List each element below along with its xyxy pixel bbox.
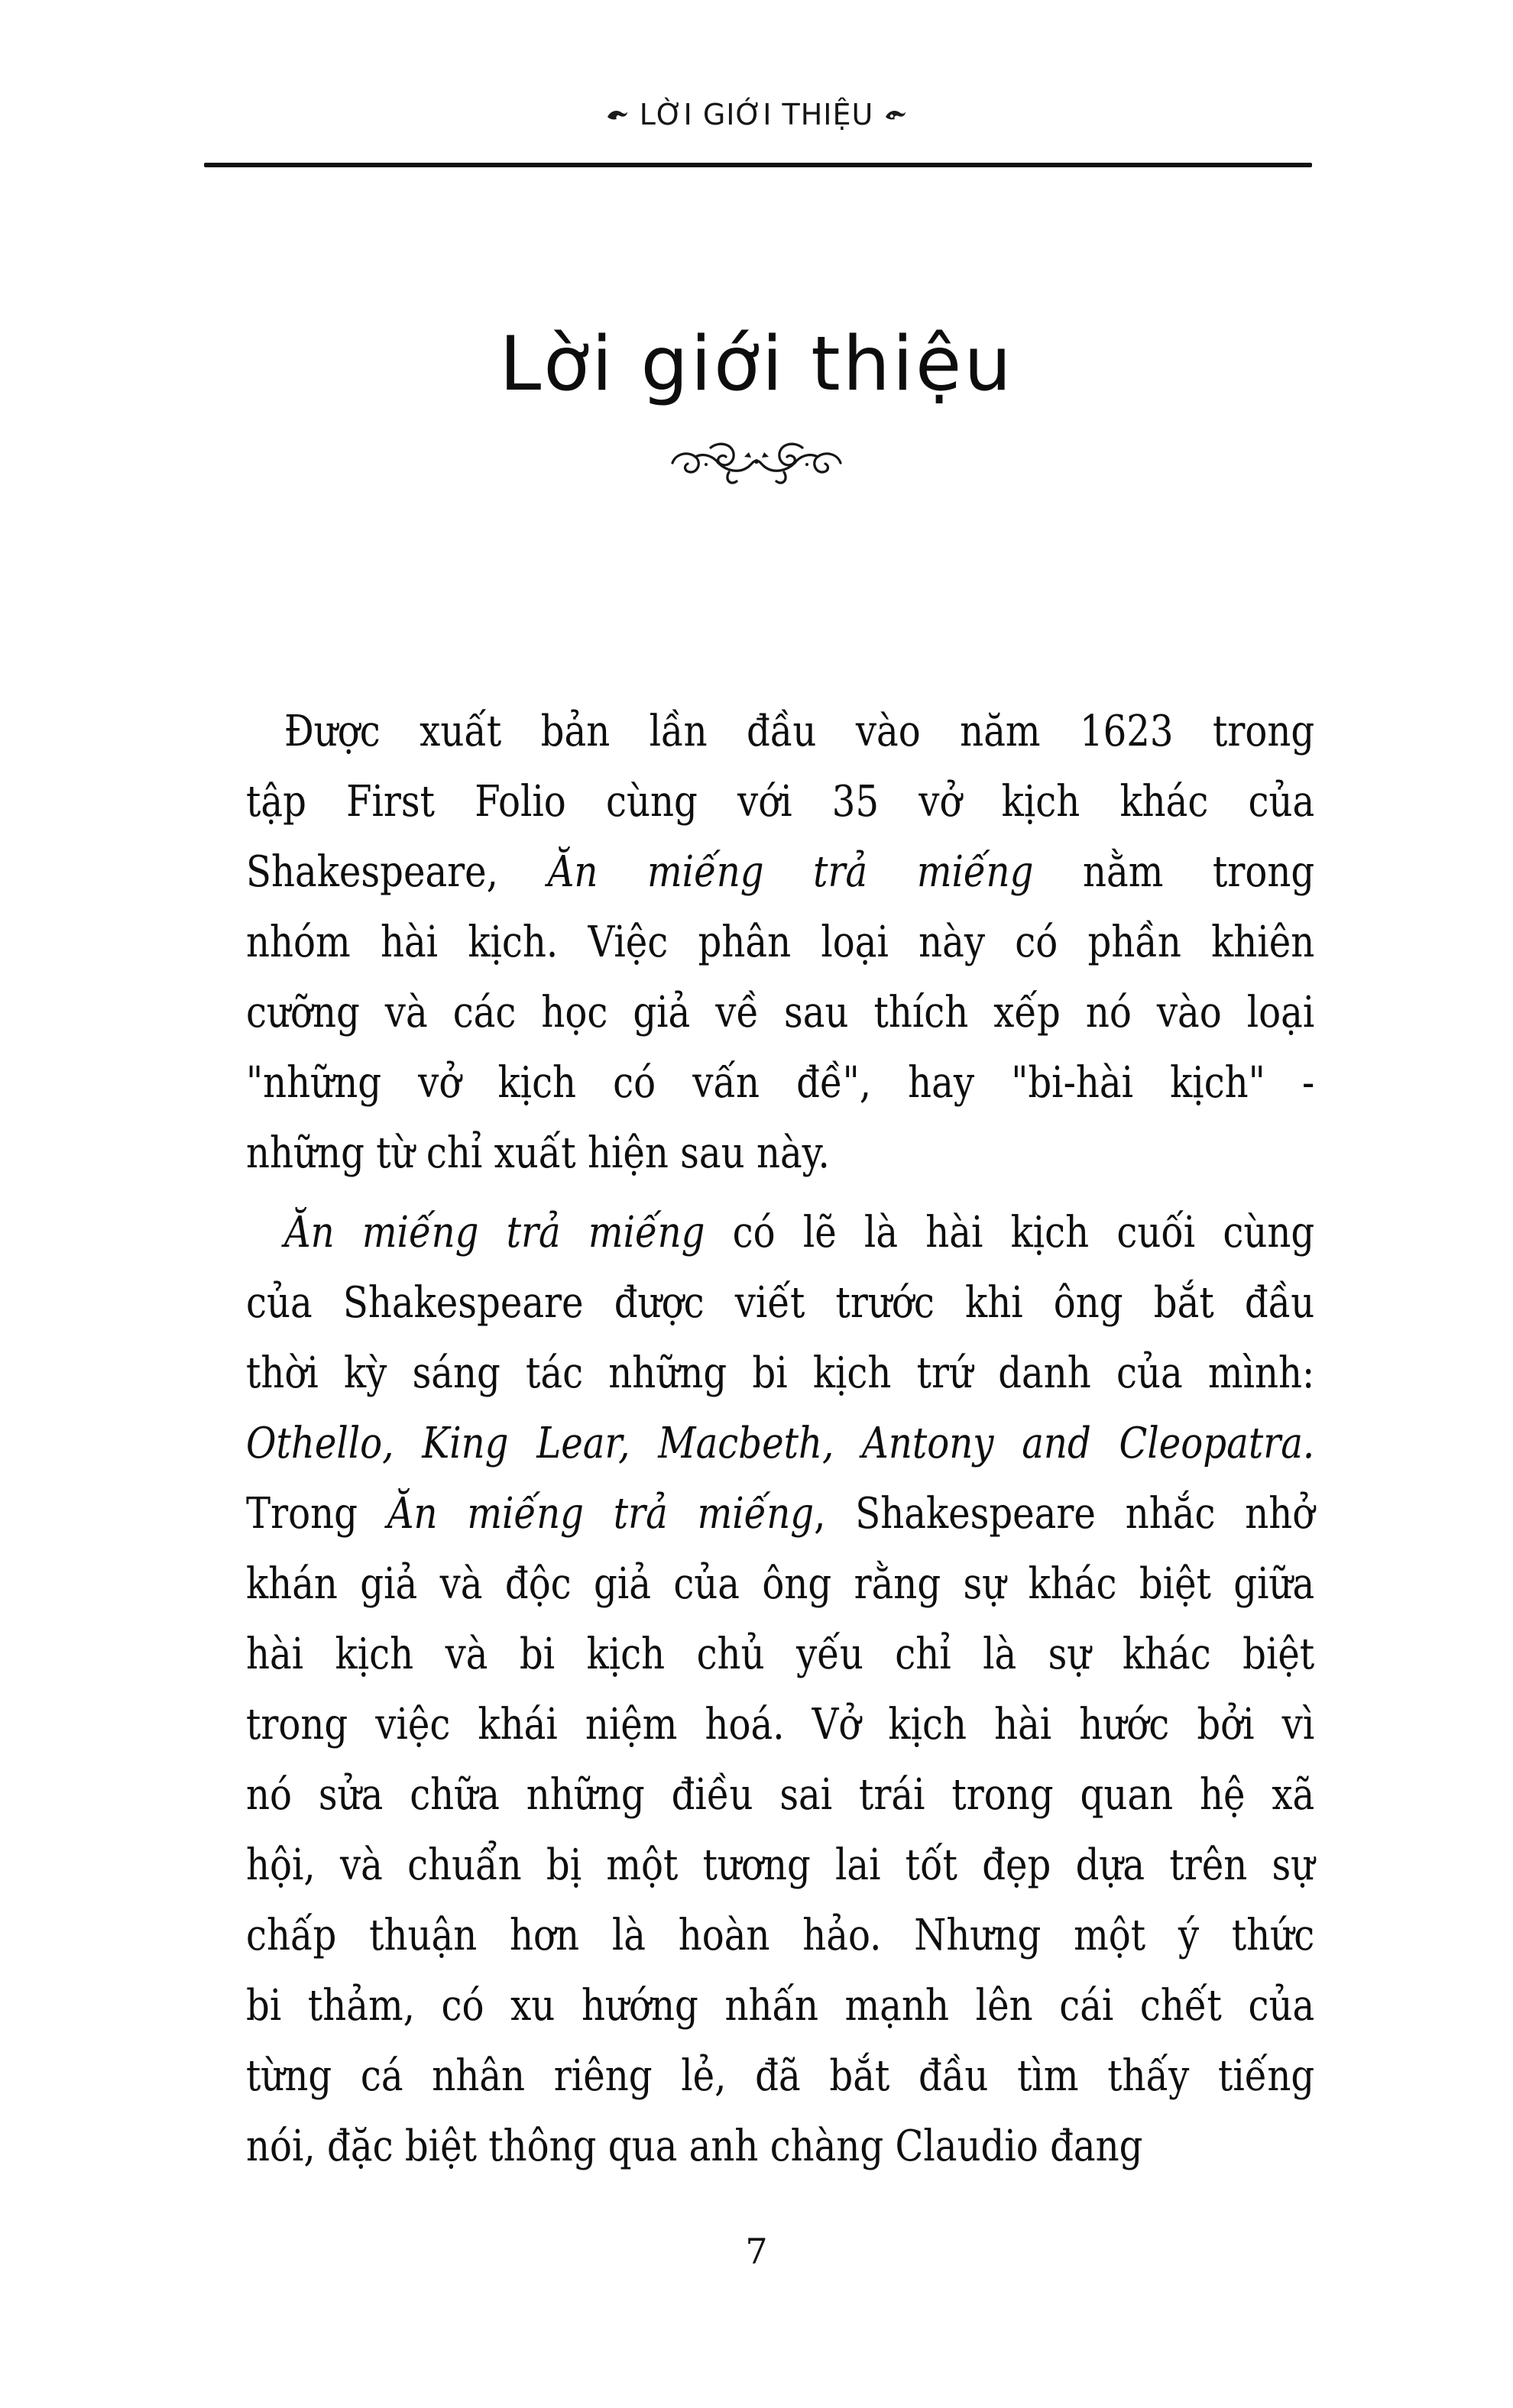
- running-head: [0, 98, 1513, 131]
- text-line: [246, 1760, 1314, 1830]
- page-number: 7: [745, 2231, 768, 2272]
- text-segment: nhóm hài kịch. Việc phân loại này có phần khiên: [246, 918, 1315, 967]
- text-segment: Trong: [246, 1489, 387, 1539]
- text-line: [246, 908, 1314, 978]
- text-segment: nói, đặc biệt thông qua anh chàng Claudio đang: [246, 2122, 1143, 2171]
- text-line: [246, 1118, 1314, 1189]
- text-segment: nằm trong: [1033, 847, 1315, 897]
- text-line: [246, 697, 1314, 767]
- paragraph: [246, 1198, 1314, 2182]
- text-segment: nó sửa chữa những điều sai trái trong quan hệ xã: [246, 1770, 1315, 1820]
- text-line: [246, 1549, 1314, 1620]
- italic-title-text: Othello, King Lear, Macbeth, Antony and Cleopatra.: [246, 1419, 1315, 1468]
- text-line: [246, 1901, 1314, 1971]
- text-segment: hội, và chuẩn bị một tương lai tốt đẹp dựa trên sự: [246, 1840, 1315, 1890]
- italic-title-text: Ăn miếng trả miếng: [387, 1489, 815, 1539]
- chapter-title: Lời giới thiệu: [499, 321, 1014, 408]
- text-segment: khán giả và độc giả của ông rằng sự khác biệt giữa: [246, 1559, 1315, 1609]
- text-segment: , Shakespeare nhắc nhở: [814, 1489, 1315, 1539]
- text-line: [246, 978, 1314, 1048]
- text-line: [246, 1338, 1314, 1409]
- text-segment: của Shakespeare được viết trước khi ông bắt đầu: [246, 1278, 1315, 1328]
- text-segment: Được xuất bản lần đầu vào năm 1623 trong: [283, 707, 1315, 756]
- text-segment: "những vở kịch có vấn đề", hay "bi-hài kịch" -: [246, 1058, 1315, 1108]
- text-line: [246, 1971, 1314, 2041]
- italic-title-text: Ăn miếng trả miếng: [283, 1208, 705, 1257]
- text-line: [246, 1620, 1314, 1690]
- fleuron-icon: [606, 108, 629, 121]
- text-line: [246, 1048, 1314, 1118]
- fleuron-icon: [884, 108, 907, 121]
- text-segment: hài kịch và bi kịch chủ yếu chỉ là sự khác biệt: [246, 1630, 1315, 1679]
- text-segment: thời kỳ sáng tác những bi kịch trứ danh của mình:: [246, 1348, 1315, 1398]
- italic-title-text: Ăn miếng trả miếng: [547, 847, 1034, 897]
- text-segment: những từ chỉ xuất hiện sau này.: [246, 1128, 830, 1178]
- text-segment: có lẽ là hài kịch cuối cùng: [705, 1208, 1315, 1257]
- text-segment: trong việc khái niệm hoá. Vở kịch hài hước bởi vì: [246, 1700, 1315, 1749]
- scroll-flourish-icon: [665, 437, 848, 487]
- text-line: [246, 1198, 1314, 1268]
- text-segment: từng cá nhân riêng lẻ, đã bắt đầu tìm thấy tiếng: [246, 2051, 1315, 2101]
- running-head-label: LỜI GIỚI THIỆU: [639, 98, 874, 131]
- text-line: [246, 1479, 1314, 1549]
- body-text: [246, 697, 1314, 2182]
- header-rule-divider: [204, 163, 1312, 167]
- text-segment: cưỡng và các học giả về sau thích xếp nó vào loại: [246, 988, 1315, 1037]
- text-segment: Shakespeare,: [246, 847, 548, 897]
- text-line: [246, 1268, 1314, 1338]
- text-line: [246, 2112, 1314, 2182]
- text-line: [246, 767, 1314, 837]
- text-segment: chấp thuận hơn là hoàn hảo. Nhưng một ý thức: [246, 1911, 1315, 1960]
- paragraph: [246, 697, 1314, 1189]
- text-line: [246, 2041, 1314, 2112]
- text-line: [246, 1690, 1314, 1760]
- text-segment: bi thảm, có xu hướng nhấn mạnh lên cái chết của: [246, 1981, 1315, 2031]
- text-line: [246, 837, 1314, 908]
- text-segment: tập First Folio cùng với 35 vở kịch khác của: [246, 777, 1315, 827]
- text-line: [246, 1830, 1314, 1901]
- text-line: [246, 1409, 1314, 1479]
